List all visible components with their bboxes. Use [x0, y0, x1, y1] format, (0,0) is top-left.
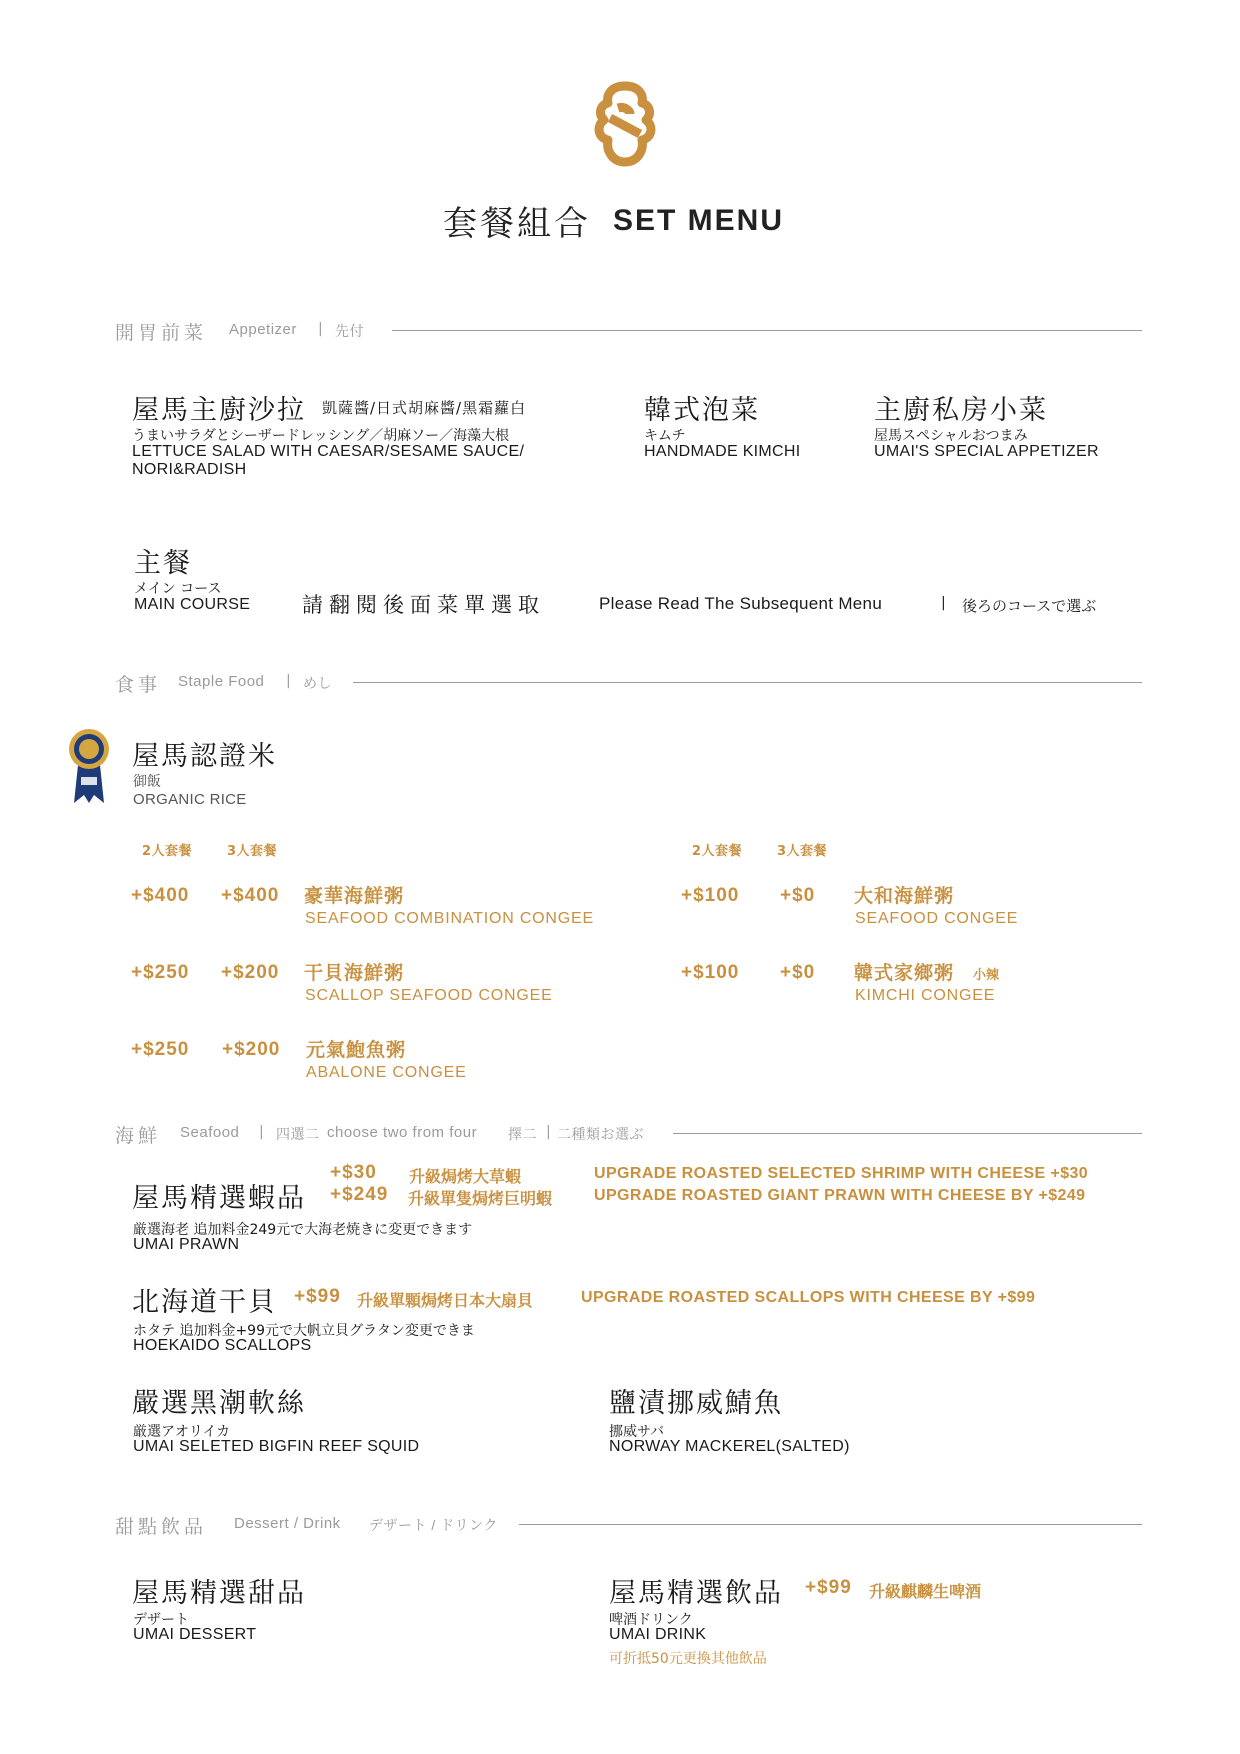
section-seafood-ja: 二種類お選ぶ — [557, 1126, 644, 1142]
dish-reef-squid-en: UMAI SELETED BIGFIN REEF SQUID — [133, 1438, 420, 1455]
congee-price-2p: +$400 — [131, 885, 190, 906]
upgrade-name-zh: 升級單顆焗烤日本大扇貝 — [357, 1291, 534, 1310]
congee-price-3p: +$0 — [780, 885, 816, 906]
drink-substitution-note: 可折抵50元更換其他飲品 — [609, 1651, 767, 1667]
dish-reef-squid: 嚴選黑潮軟絲 — [132, 1388, 306, 1419]
page-title-en: SET MENU — [613, 204, 785, 237]
section-appetizer-zh: 開胃前菜 — [115, 322, 208, 344]
col-header-2p-right: 2人套餐 — [692, 844, 743, 859]
dish-hokkaido-scallops-ja: ホタテ 追加料金+99元で大帆立貝グラタン変更できま — [133, 1323, 475, 1339]
section-seafood-choose-zh: 四選二 — [276, 1126, 320, 1142]
dish-umai-drink-en: UMAI DRINK — [609, 1626, 707, 1643]
section-divider — [392, 330, 1142, 331]
dish-kimchi-en: HANDMADE KIMCHI — [644, 443, 801, 460]
congee-name: 元氣鮑魚粥 — [306, 1039, 407, 1061]
dish-norway-mackerel-en: NORWAY MACKEREL(SALTED) — [609, 1438, 850, 1455]
main-course-instruction-en: Please Read The Subsequent Menu — [599, 594, 883, 613]
dish-umai-dessert-ja: デザート — [133, 1612, 189, 1628]
congee-price-2p: +$100 — [681, 885, 740, 906]
congee-price-3p: +$0 — [780, 962, 816, 983]
section-seafood-en: Seafood — [180, 1124, 240, 1141]
dish-norway-mackerel: 鹽漬挪威鯖魚 — [609, 1388, 783, 1419]
congee-name: 韓式家鄉粥 — [854, 962, 955, 984]
section-appetizer-ja: 先付 — [335, 323, 364, 339]
section-staple-zh: 食事 — [115, 674, 162, 696]
section-seafood-sep-2: | — [546, 1124, 551, 1140]
dish-chef-salad-en-2: NORI&RADISH — [132, 461, 247, 478]
congee-name-en: SEAFOOD COMBINATION CONGEE — [305, 910, 594, 927]
dish-umai-prawn-ja: 厳選海老 追加料金249元で大海老焼きに変更できます — [133, 1222, 473, 1238]
upgrade-price: +$99 — [294, 1286, 341, 1307]
col-header-2p: 2人套餐 — [142, 844, 193, 859]
congee-price-2p: +$250 — [131, 962, 190, 983]
main-course-instruction-ja: 後ろのコースで選ぶ — [962, 597, 1097, 615]
page-title-zh: 套餐組合 — [443, 204, 591, 244]
upgrade-name-en: UPGRADE ROASTED GIANT PRAWN WITH CHEESE BY +$249 — [594, 1187, 1086, 1204]
congee-price-3p: +$200 — [222, 1039, 281, 1060]
dish-umai-prawn-en: UMAI PRAWN — [133, 1236, 240, 1253]
dish-organic-rice: 屋馬認證米 — [132, 741, 277, 772]
dish-umai-dessert: 屋馬精選甜品 — [132, 1578, 306, 1609]
dish-kimchi: 韓式泡菜 — [644, 395, 760, 426]
upgrade-name-zh: 升級麒麟生啤酒 — [869, 1582, 982, 1601]
section-dessert-ja: デザート / ドリンク — [369, 1517, 498, 1533]
dish-chef-salad-en: LETTUCE SALAD WITH CAESAR/SESAME SAUCE/ — [132, 443, 525, 460]
dish-hokkaido-scallops: 北海道干貝 — [132, 1287, 277, 1318]
section-seafood-sep: | — [259, 1124, 264, 1140]
section-divider — [673, 1133, 1142, 1134]
congee-price-3p: +$400 — [221, 885, 280, 906]
congee-name-en: SCALLOP SEAFOOD CONGEE — [305, 987, 553, 1004]
umai-logo-icon — [590, 78, 660, 170]
col-header-3p: 3人套餐 — [227, 844, 278, 859]
main-course-title: 主餐 — [134, 548, 192, 579]
dish-reef-squid-ja: 厳選アオリイカ — [133, 1424, 231, 1440]
section-seafood-choose-en: choose two from four — [327, 1124, 478, 1141]
upgrade-price: +$99 — [805, 1577, 852, 1598]
congee-price-3p: +$200 — [221, 962, 280, 983]
dish-special-appetizer: 主廚私房小菜 — [874, 395, 1048, 426]
upgrade-name-zh: 升級單隻焗烤巨明蝦 — [408, 1189, 553, 1208]
section-divider — [353, 682, 1142, 683]
upgrade-name-en: UPGRADE ROASTED SELECTED SHRIMP WITH CHEESE +$30 — [594, 1165, 1089, 1182]
congee-name-en: SEAFOOD CONGEE — [855, 910, 1019, 927]
congee-name: 豪華海鮮粥 — [304, 885, 405, 907]
taste-award-badge-icon — [68, 727, 110, 805]
dish-chef-salad-sauces: 凱薩醬/日式胡麻醬/黑霜蘿白 — [322, 399, 527, 417]
section-staple-ja: めし — [303, 675, 332, 691]
main-course-instruction-sep: | — [941, 595, 946, 611]
dish-norway-mackerel-ja: 挪威サバ — [609, 1424, 665, 1440]
section-appetizer-en: Appetizer — [229, 321, 297, 338]
main-course-en: MAIN COURSE — [134, 596, 251, 613]
dish-umai-prawn: 屋馬精選蝦品 — [132, 1183, 306, 1214]
section-seafood-choose-zh-2: 擇二 — [508, 1126, 537, 1142]
section-divider — [519, 1524, 1142, 1525]
congee-name: 干貝海鮮粥 — [304, 962, 405, 984]
dish-umai-drink: 屋馬精選飲品 — [609, 1578, 783, 1609]
dish-organic-rice-ja: 御飯 — [133, 774, 161, 790]
dish-special-appetizer-en: UMAI'S SPECIAL APPETIZER — [874, 443, 1099, 460]
main-course-ja: メイン コース — [134, 581, 222, 597]
section-staple-sep: | — [286, 673, 291, 689]
congee-name: 大和海鮮粥 — [854, 885, 955, 907]
upgrade-price: +$249 — [330, 1184, 389, 1205]
congee-name-en: KIMCHI CONGEE — [855, 987, 996, 1004]
dish-special-appetizer-ja: 屋馬スペシャルおつまみ — [874, 428, 1028, 444]
congee-name-en: ABALONE CONGEE — [306, 1064, 467, 1081]
dish-kimchi-ja: キムチ — [644, 428, 686, 444]
section-appetizer-sep: | — [318, 321, 323, 337]
dish-umai-dessert-en: UMAI DESSERT — [133, 1626, 257, 1643]
col-header-3p-right: 3人套餐 — [777, 844, 828, 859]
dish-chef-salad: 屋馬主廚沙拉 — [132, 395, 306, 426]
dish-umai-drink-ja: 啤酒ドリンク — [609, 1612, 693, 1628]
section-dessert-zh: 甜點飲品 — [115, 1516, 208, 1538]
section-seafood-zh: 海鮮 — [115, 1125, 162, 1147]
upgrade-name-zh: 升級焗烤大草蝦 — [409, 1167, 522, 1186]
section-dessert-en: Dessert / Drink — [234, 1515, 341, 1532]
main-course-instruction-zh: 請翻閱後面菜單選取 — [302, 593, 545, 617]
congee-price-2p: +$250 — [131, 1039, 190, 1060]
dish-organic-rice-en: ORGANIC RICE — [133, 791, 247, 808]
upgrade-price: +$30 — [330, 1162, 377, 1183]
dish-hokkaido-scallops-en: HOEKAIDO SCALLOPS — [133, 1337, 312, 1354]
dish-chef-salad-ja: うまいサラダとシーザードレッシング／胡麻ソー／海藻大根 — [132, 428, 510, 444]
spicy-level-tag: 小辣 — [973, 968, 1000, 983]
congee-price-2p: +$100 — [681, 962, 740, 983]
upgrade-name-en: UPGRADE ROASTED SCALLOPS WITH CHEESE BY +$99 — [581, 1289, 1036, 1306]
section-staple-en: Staple Food — [178, 673, 265, 690]
